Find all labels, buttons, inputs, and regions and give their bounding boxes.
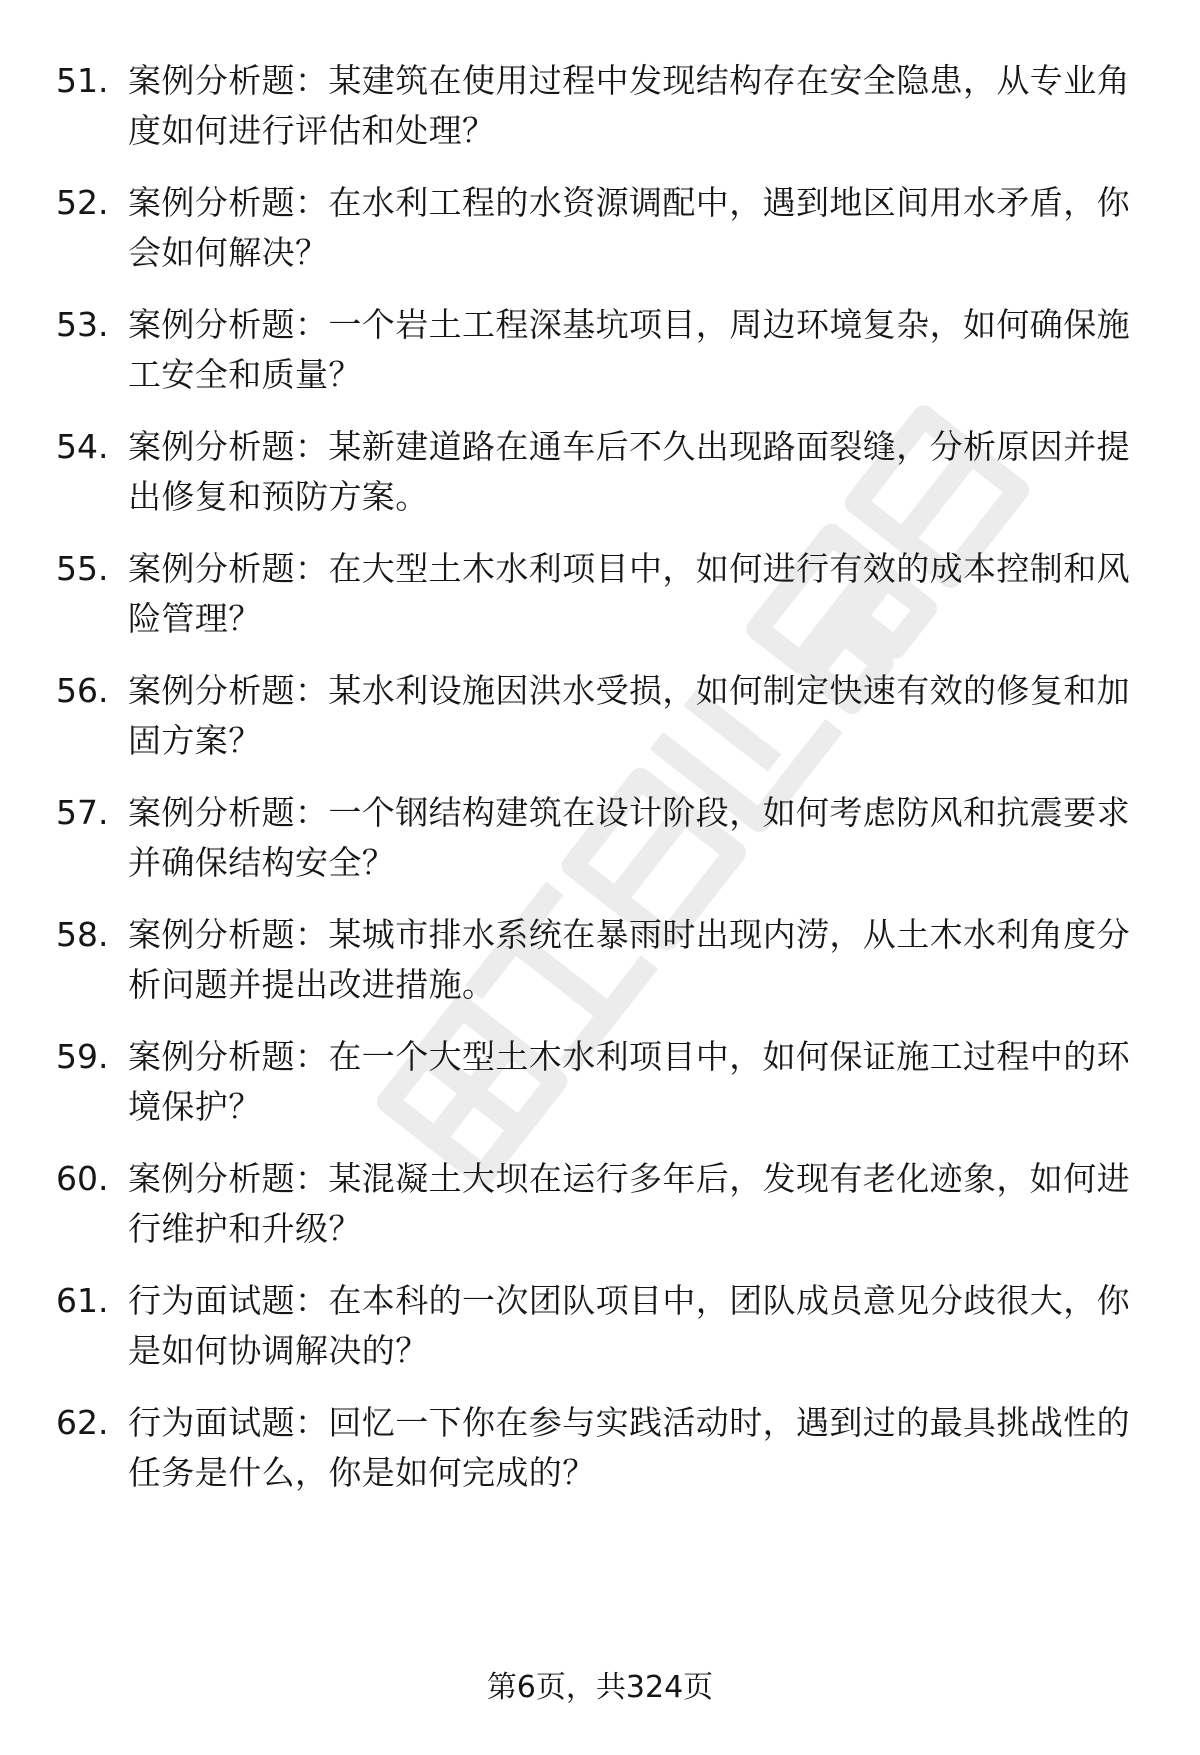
question-text: 行为面试题：在本科的一次团队项目中，团队成员意见分歧很大，你是如何协调解决的？ xyxy=(128,1281,1130,1370)
question-text: 行为面试题：回忆一下你在参与实践活动时，遇到过的最具挑战性的任务是什么，你是如何完成的？ xyxy=(128,1403,1130,1492)
question-item-52 xyxy=(56,178,1141,300)
page-number-footer: 第6页，共324页 xyxy=(486,1670,714,1705)
question-item-57 xyxy=(56,788,1141,910)
question-number: 56. xyxy=(56,671,109,710)
question-text: 案例分析题：一个岩土工程深基坑项目，周边环境复杂，如何确保施工安全和质量？ xyxy=(128,305,1130,394)
question-number: 55. xyxy=(56,549,109,588)
question-list xyxy=(56,56,1141,1520)
question-item-55 xyxy=(56,544,1141,666)
question-number: 62. xyxy=(56,1403,109,1442)
question-number: 52. xyxy=(56,183,109,222)
question-text: 案例分析题：某混凝土大坝在运行多年后，发现有老化迹象，如何进行维护和升级？ xyxy=(128,1159,1130,1248)
question-text: 案例分析题：某城市排水系统在暴雨时出现内涝，从土木水利角度分析问题并提出改进措施。 xyxy=(128,915,1130,1004)
question-item-60 xyxy=(56,1154,1141,1276)
question-text: 案例分析题：某建筑在使用过程中发现结构存在安全隐患，从专业角度如何进行评估和处理？ xyxy=(128,61,1130,150)
question-item-58 xyxy=(56,910,1141,1032)
question-text: 案例分析题：一个钢结构建筑在设计阶段，如何考虑防风和抗震要求并确保结构安全？ xyxy=(128,793,1130,882)
question-number: 57. xyxy=(56,793,109,832)
question-item-56 xyxy=(56,666,1141,788)
question-text: 案例分析题：在水利工程的水资源调配中，遇到地区间用水矛盾，你会如何解决？ xyxy=(128,183,1130,272)
question-number: 54. xyxy=(56,427,109,466)
question-item-62 xyxy=(56,1398,1141,1520)
question-number: 53. xyxy=(56,305,109,344)
question-item-59 xyxy=(56,1032,1141,1154)
question-number: 59. xyxy=(56,1037,109,1076)
question-item-51 xyxy=(56,56,1141,178)
question-number: 60. xyxy=(56,1159,109,1198)
question-text: 案例分析题：在一个大型土木水利项目中，如何保证施工过程中的环境保护？ xyxy=(128,1037,1130,1126)
question-number: 51. xyxy=(56,61,109,100)
question-text: 案例分析题：某新建道路在通车后不久出现路面裂缝，分析原因并提出修复和预防方案。 xyxy=(128,427,1130,516)
question-item-61 xyxy=(56,1276,1141,1398)
question-text: 案例分析题：某水利设施因洪水受损，如何制定快速有效的修复和加固方案？ xyxy=(128,671,1130,760)
question-number: 61. xyxy=(56,1281,109,1320)
question-number: 58. xyxy=(56,915,109,954)
question-item-54 xyxy=(56,422,1141,544)
question-text: 案例分析题：在大型土木水利项目中，如何进行有效的成本控制和风险管理？ xyxy=(128,549,1130,638)
question-item-53 xyxy=(56,300,1141,422)
